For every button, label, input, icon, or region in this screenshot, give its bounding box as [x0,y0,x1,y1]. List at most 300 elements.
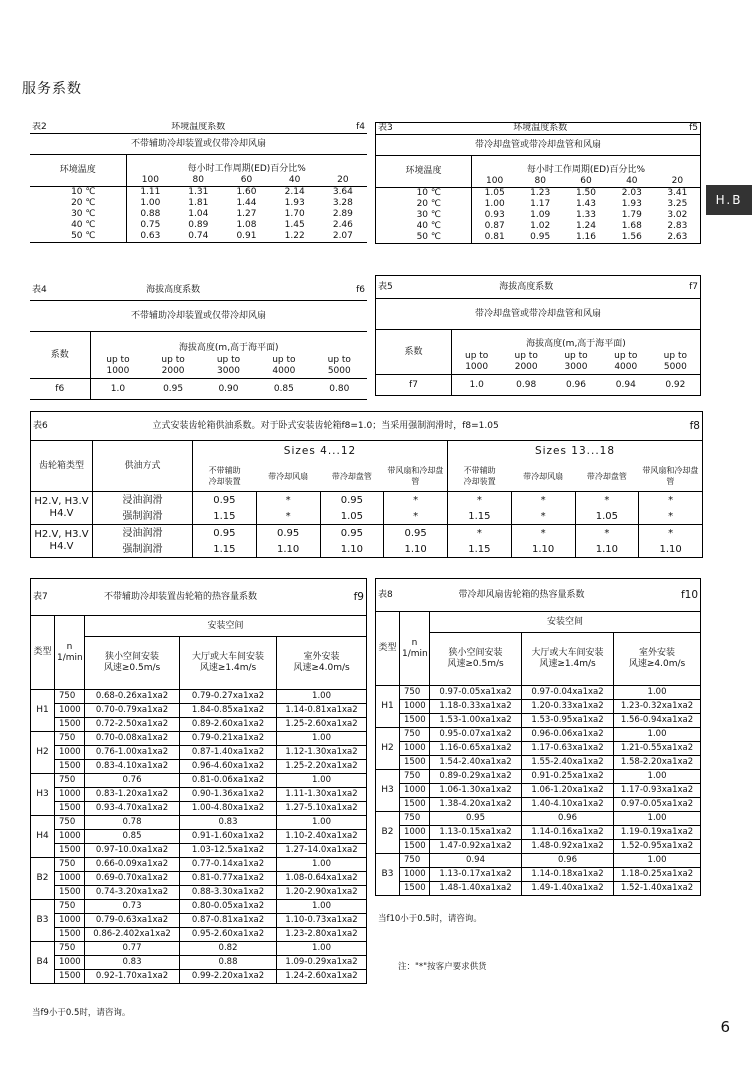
table-row [30,231,367,243]
cell: 0.96-0.06xa1xa2 [522,728,614,742]
cell: 1.22 [284,231,305,241]
cell: * [448,525,512,542]
table-row [376,854,701,868]
cell: 1.45 [284,220,305,230]
cell: 浸油润滑 [93,525,193,542]
column-group-header: 海拔高度(m,高于海平面) [526,339,626,349]
cell: 0.92-1.70xa1xa2 [85,970,180,984]
cell: 1.11-1.30xa1xa2 [277,788,367,802]
table-3 [375,122,701,244]
table-row [31,886,367,900]
cell: 1.10-2.40xa1xa2 [277,830,367,844]
cell: 0.85 [273,383,294,394]
table-row [31,732,367,746]
cell: 0.63 [140,231,161,241]
cell: 40 ℃ [376,221,472,232]
cell: 0.86-2.402xa1xa2 [85,928,180,942]
cell: 1.55-2.40xa1xa2 [522,756,614,770]
cell: 50 ℃ [376,232,472,244]
cell: 0.96-4.60xa1xa2 [180,760,277,774]
table-id: 表8 [378,589,393,600]
cell: * [256,492,320,509]
cell: 1.06-1.20xa1xa2 [522,784,614,798]
cell: 1000 [400,784,430,798]
table-subtitle: 不带辅助冷却装置或仅带冷却风扇 [130,138,266,149]
cell: 0.96 [565,379,587,390]
cell: 1.58-2.20xa1xa2 [614,756,701,770]
cell: 1.10 [384,541,448,558]
col-header [452,350,502,375]
cell: 1.18-0.33xa1xa2 [430,700,522,714]
table-row [31,858,367,872]
col-header-n: n 1/min [55,616,85,690]
col-header [501,350,551,375]
cell: 10 ℃ [30,187,126,199]
col-header: 20 [337,175,349,185]
cell: 0.93-4.70xa1xa2 [85,802,180,816]
type-label: H3 [376,770,400,812]
cell: 1000 [400,742,430,756]
cell: 1.70 [284,209,305,219]
table-row [376,210,701,221]
table-code: f8 [689,419,700,432]
cell: 1.49-1.40xa1xa2 [522,882,614,896]
cell: 1.52-1.40xa1xa2 [614,882,701,896]
cell: 0.92 [665,379,686,390]
cell: 1.81 [188,198,209,208]
cell: 0.83-1.20xa1xa2 [85,788,180,802]
table-row [31,525,703,542]
cell: 0.98 [516,379,537,390]
table-row [31,788,367,802]
col-header-cooling: 不带辅助 冷却装置 [463,466,496,486]
cell: 1.09 [530,210,551,220]
table-row [31,816,367,830]
cell: 1.21-0.55xa1xa2 [614,742,701,756]
col-header-line: up to [161,355,185,365]
section-tab: H.B [706,185,752,215]
col-header-narrow: 狭小空间安装 风速≥0.5m/s [430,633,522,686]
table-row [376,784,701,798]
table-code: f10 [680,588,698,601]
cell: 0.83 [180,816,277,830]
cell: 750 [55,816,85,830]
cell: 1000 [55,830,85,844]
cell: 0.81-0.77xa1xa2 [180,872,277,886]
cell: 1.00 [614,854,701,868]
table-row [376,770,701,784]
col-header-cooling: 带冷却风扇 [268,471,309,481]
cell: 750 [55,732,85,746]
cell: 1.04 [188,209,209,219]
cell: 0.79-0.27xa1xa2 [180,690,277,704]
table-row [31,928,367,942]
cell: 1.0 [469,379,484,390]
cell: 0.95 [193,525,257,542]
cell: 1500 [400,882,430,896]
table-row [376,188,701,200]
table-row [31,746,367,760]
cell: 1.05 [484,188,505,198]
cell: 0.87 [484,221,505,231]
cell: 1.40-4.10xa1xa2 [522,798,614,812]
cell: 1000 [400,700,430,714]
col-header-type: 齿轮箱类型 [31,441,93,492]
table-name: 带冷却风扇齿轮箱的热容量系数 [458,589,585,600]
cell: 0.96 [522,854,614,868]
table-row [31,942,367,956]
sizes-4-12: Sizes 4...12 [193,441,448,462]
table-name: 环境温度系数 [171,122,226,132]
cell: 1.00 [277,858,367,872]
table-8-note: 当f10小于0.5时，请咨询。 [378,914,482,924]
cell: 1000 [55,956,85,970]
cell: 0.89-0.29xa1xa2 [430,770,522,784]
cell: 750 [400,854,430,868]
cell: 1.10 [575,541,639,558]
cell: * [384,508,448,525]
table-subtitle: 不带辅助冷却装置或仅带冷却风扇 [130,310,266,321]
cell: 1.03-12.5xa1xa2 [180,844,277,858]
cell: 0.96 [522,812,614,826]
cell: 750 [400,686,430,700]
cell: * [511,525,575,542]
table-row [31,970,367,984]
page-title: 服务系数 [22,81,82,97]
cell: 1000 [55,788,85,802]
cell: 1.50 [575,188,597,198]
cell: 2.83 [667,221,688,231]
cell: 1.23 [530,188,551,198]
row-label: 环境温度 [30,155,126,187]
cell: 1.10 [511,541,575,558]
cell: * [511,508,575,525]
cell: 1.31 [188,187,209,197]
cell: 1.68 [621,221,642,231]
cell: 0.97-0.05xa1xa2 [614,798,701,812]
cell: 1.00 [277,942,367,956]
col-header [312,354,367,379]
column-group-header: 海拔高度(m,高于海平面) [178,343,279,353]
cell: 1.00 [277,900,367,914]
cell: * [639,492,703,509]
table-row [376,868,701,882]
cell: 1.93 [284,198,305,208]
cell: 1.08 [236,220,257,230]
col-header-space: 安装空间 [430,612,701,633]
cell: 1500 [55,802,85,816]
table-subtitle: 带冷却盘管或带冷却盘管和风扇 [474,139,601,150]
col-header-supply: 供油方式 [93,441,193,492]
col-header-cooling: 带风扇和冷却盘管 [642,466,699,486]
cell: 1500 [55,970,85,984]
cell: 1.23-0.32xa1xa2 [614,700,701,714]
cell: 1.53-0.95xa1xa2 [522,714,614,728]
cell: 0.73 [85,900,180,914]
cell: * [639,525,703,542]
type-label: H4 [31,816,55,858]
cell: 0.70-0.08xa1xa2 [85,732,180,746]
cell: 2.63 [667,232,688,242]
cell: 0.77-0.14xa1xa2 [180,858,277,872]
cell: 1.43 [575,199,597,209]
cell: 强制润滑 [93,541,193,558]
cell: 1.17-0.63xa1xa2 [522,742,614,756]
cell: 1.47-0.92xa1xa2 [430,840,522,854]
cell: 0.95 [320,525,384,542]
table-row [31,900,367,914]
cell: 0.74-3.20xa1xa2 [85,886,180,900]
cell: 1500 [55,760,85,774]
col-header [256,354,311,379]
col-header: 100 [486,176,504,186]
cell: 2.46 [332,220,353,230]
cell: 强制润滑 [93,508,193,525]
cell: 0.79-0.21xa1xa2 [180,732,277,746]
col-header-type: 类型 [376,612,400,686]
cell: 1000 [55,746,85,760]
cell: 1.14-0.16xa1xa2 [522,826,614,840]
cell: 10 ℃ [376,188,472,200]
cell: 1.15 [193,508,257,525]
table-row [31,508,703,525]
cell: 3.64 [332,187,353,197]
table-row [376,882,701,896]
footnote: 注："*"按客户要求供货 [398,962,487,972]
col-header-line: up to [272,355,296,365]
cell: 1500 [400,756,430,770]
col-header-line: up to [564,351,588,361]
cell: 750 [400,728,430,742]
cell: 1500 [400,840,430,854]
cell: 0.88-3.30xa1xa2 [180,886,277,900]
cell: 1.11 [140,187,161,197]
cell: 0.95 [256,525,320,542]
cell: 0.95 [430,812,522,826]
cell: 1.15 [448,541,512,558]
cell: 1.02 [530,221,551,231]
table-code: f5 [689,123,698,133]
cell: 2.14 [284,187,305,197]
table-name: 海拔高度系数 [499,281,554,292]
col-header-line: up to [106,355,130,365]
col-header-line: 5000 [327,366,351,376]
cell: 1.00 [614,728,701,742]
cell: 0.85 [85,830,180,844]
table-name: 不带辅助冷却装置齿轮箱的热容量系数 [104,591,258,602]
cell: 0.95 [320,492,384,509]
cell: 0.91 [236,231,257,241]
table-row [376,826,701,840]
cell: 30 ℃ [30,209,126,220]
cell: 1.00 [277,774,367,788]
cell: 1000 [400,826,430,840]
cell: 0.95-2.60xa1xa2 [180,928,277,942]
cell: 0.90 [218,383,239,394]
cell: 1.19-0.19xa1xa2 [614,826,701,840]
table-row [376,221,701,232]
cell: 0.75 [140,220,161,230]
cell: 1.15 [193,541,257,558]
col-header-n: n 1/min [400,612,430,686]
cell: 1.09-0.29xa1xa2 [277,956,367,970]
cell: 1.53-1.00xa1xa2 [430,714,522,728]
cell: 2.07 [332,231,353,241]
cell: 1.84-0.85xa1xa2 [180,704,277,718]
cell: 1.27-5.10xa1xa2 [277,802,367,816]
cell: 1.79 [621,210,642,220]
cell: 0.93 [484,210,505,220]
cell: 750 [55,900,85,914]
col-header-line: up to [614,351,638,361]
col-header-cooling: 带冷却风扇 [523,471,564,481]
table-code: f6 [356,284,365,295]
type-label: H2 [376,728,400,770]
cell: 1.12-1.30xa1xa2 [277,746,367,760]
table-row [31,541,703,558]
table-row [376,199,701,210]
col-header: 100 [141,175,159,185]
cell: 3.02 [667,210,688,220]
cell: 1.24-2.60xa1xa2 [277,970,367,984]
type-label: H3 [31,774,55,816]
cell: 2.89 [332,209,353,219]
cell: 0.95 [193,492,257,509]
table-name: 立式安装齿轮箱供油系数。对于卧式安装齿轮箱f8=1.0；当采用强制润滑时，f8=1.05 [152,420,499,431]
cell: 20 ℃ [30,198,126,209]
cell: 1000 [55,914,85,928]
table-code: f4 [356,122,365,132]
table-5 [375,275,701,396]
table-name: 海拔高度系数 [146,284,201,295]
cell: 1.00 [277,732,367,746]
col-header-line: 5000 [663,362,687,372]
cell: * [575,492,639,509]
cell: * [511,492,575,509]
cell: 1.23-2.80xa1xa2 [277,928,367,942]
cell: 浸油润滑 [93,492,193,509]
cell: 0.97-0.04xa1xa2 [522,686,614,700]
cell: 1.00 [140,198,161,208]
cell: 0.95 [163,383,184,394]
cell: 0.74 [188,231,209,241]
cell: 0.87-1.40xa1xa2 [180,746,277,760]
col-header-type: 类型 [31,616,55,690]
cell: 1.06-1.30xa1xa2 [430,784,522,798]
cell: 1.00 [614,812,701,826]
cell: 1.05 [320,508,384,525]
cell: 1.20-2.90xa1xa2 [277,886,367,900]
col-header: 40 [626,176,638,186]
row-label: 系数 [376,330,452,375]
table-row [376,756,701,770]
col-header-line: 3000 [564,362,588,372]
table-row [30,198,367,209]
sizes-13-18: Sizes 13...18 [534,444,616,457]
table-row [30,220,367,231]
cell: * [575,525,639,542]
col-header [201,354,256,379]
table-2 [30,122,367,243]
col-header-line: 4000 [614,362,638,372]
col-header: 60 [240,175,253,185]
cell: 1.10 [256,541,320,558]
cell: 1.0 [110,383,126,394]
cell: 0.79-0.63xa1xa2 [85,914,180,928]
table-row [376,375,701,396]
cell: 1.56 [621,232,642,242]
col-header-hall: 大厅或大车间安装 风速≥1.4m/s [522,633,614,686]
cell: * [256,508,320,525]
table-row [376,728,701,742]
col-header-cooling: 带冷却盘管 [586,471,627,481]
table-id: 表5 [378,281,393,292]
table-row [31,844,367,858]
cell: 0.91-0.25xa1xa2 [522,770,614,784]
cell: 1500 [55,844,85,858]
col-header-line: 4000 [272,366,296,376]
cell: 0.83-4.10xa1xa2 [85,760,180,774]
table-4 [30,280,367,400]
cell: 0.94 [430,854,522,868]
cell: 0.81-0.06xa1xa2 [180,774,277,788]
col-header-line: 3000 [217,366,240,376]
cell: 0.95 [384,525,448,542]
cell: 1.00 [277,690,367,704]
table-row [31,760,367,774]
col-header-line: 2000 [514,362,538,372]
row-label: 系数 [30,332,90,379]
table-row [376,700,701,714]
cell: 1.48-0.92xa1xa2 [522,840,614,854]
col-header-line: up to [464,351,489,361]
table-row [376,714,701,728]
table-name: 环境温度系数 [513,123,568,133]
table-id: 表4 [32,284,47,295]
column-group-header: 每小时工作周期(ED)百分比% [187,164,306,174]
cell: 3.28 [332,198,353,208]
table-row [31,956,367,970]
cell: 1.10 [320,541,384,558]
cell: 1.25-2.20xa1xa2 [277,760,367,774]
cell: 1.38-4.20xa1xa2 [430,798,522,812]
col-header-hall: 大厅或大车间安装 风速≥1.4m/s [180,637,277,690]
table-row [31,492,703,509]
cell: 1.00 [614,770,701,784]
type-label: H2 [31,732,55,774]
table-row [30,187,367,199]
type-label: B3 [376,854,400,896]
cell: 0.66-0.09xa1xa2 [85,858,180,872]
row-label: 环境温度 [376,156,472,188]
cell: 0.88 [140,209,161,219]
type-label: H1 [31,690,55,732]
cell: 750 [55,774,85,788]
type-label: B3 [31,900,55,942]
type-label: B2 [31,858,55,900]
cell: 3.41 [667,188,688,198]
cell: 1.17-0.93xa1xa2 [614,784,701,798]
cell: 0.76-1.00xa1xa2 [85,746,180,760]
cell: 0.94 [615,379,636,390]
cell: 750 [55,690,85,704]
cell: 1.00-4.80xa1xa2 [180,802,277,816]
table-row [376,686,701,700]
col-header [551,350,601,375]
cell: 1.10-0.73xa1xa2 [277,914,367,928]
cell: 30 ℃ [376,210,472,221]
cell: 0.76 [85,774,180,788]
